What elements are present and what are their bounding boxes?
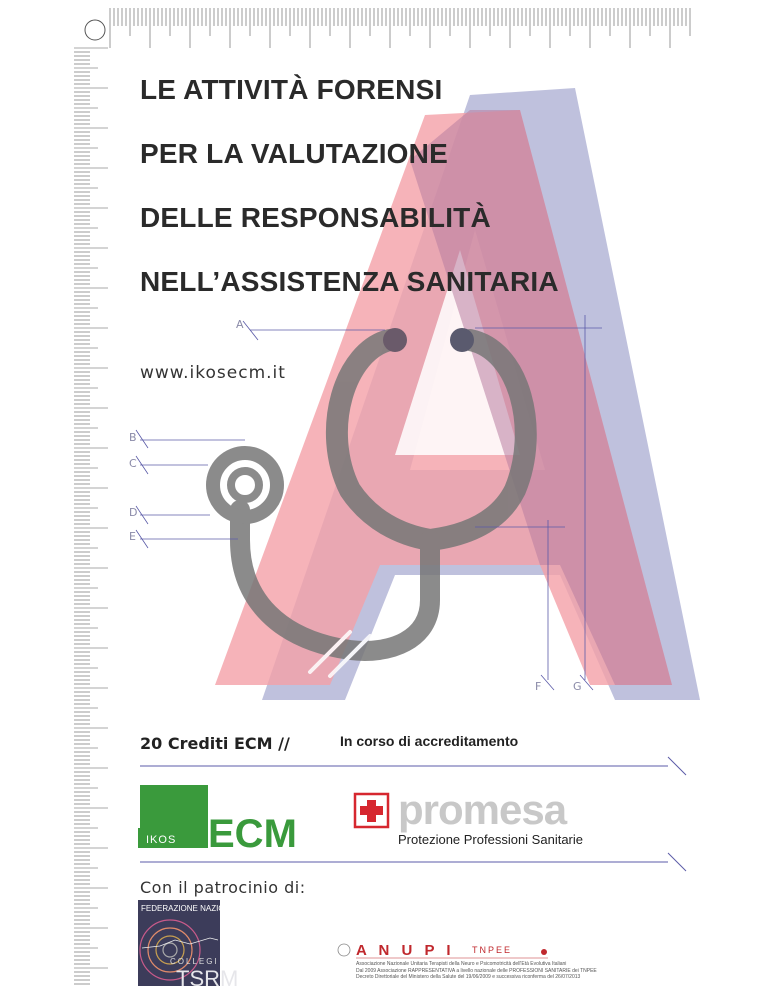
diagram-label-f: F	[535, 680, 542, 693]
promesa-subtitle: Protezione Professioni Sanitarie	[398, 832, 583, 847]
diagram-label-g: G	[573, 680, 582, 693]
anupi-logo-text: A N U P I	[356, 942, 455, 959]
diagram-label-a: A	[236, 318, 244, 331]
ruler-top	[110, 8, 690, 48]
ecm-logo-text: ECM	[208, 812, 297, 856]
anupi-line-3: Decreto Direttoriale del Ministero della Salute del 19/06/2009 e successiva riconferma del 26/07/2013	[356, 974, 581, 980]
ecm-credits: 20 Crediti ECM //	[140, 734, 290, 753]
title-line-3: DELLE RESPONSABILITÀ	[140, 202, 491, 233]
title-line-4: NELL’ASSISTENZA SANITARIA	[140, 266, 559, 297]
earpiece-right-icon	[450, 328, 474, 352]
accreditation-status: In corso di accreditamento	[340, 733, 519, 749]
patronage-label: Con il patrocinio di:	[140, 878, 306, 897]
title-line-1: LE ATTIVITÀ FORENSI	[140, 74, 443, 105]
tsrm-collegi-text: COLLEGI	[170, 957, 219, 966]
anupi-suffix: TNPEE	[472, 945, 513, 955]
title-line-2: PER LA VALUTAZIONE	[140, 138, 448, 169]
anupi-line-2: Dal 2009 Associazione RAPPRESENTATIVA a livello nazionale delle PROFESSIONI SANITARIE dei TNPEE	[356, 968, 597, 974]
diagram-label-b: B	[129, 431, 137, 444]
ikos-logo-text: IKOS	[146, 834, 177, 846]
diagram-label-c: C	[129, 457, 137, 470]
diagram-label-d: D	[129, 506, 138, 519]
earpiece-left-icon	[383, 328, 407, 352]
tsrm-federation-text: FEDERAZIONE NAZIONALE	[141, 904, 246, 913]
promesa-cross-icon	[355, 794, 388, 827]
website-link[interactable]: www.ikosecm.it	[140, 363, 286, 383]
diagram-label-e: E	[129, 530, 136, 543]
promesa-logo-text: promesa	[398, 786, 567, 833]
tsrm-logo-text: TSRM	[176, 966, 239, 991]
ruler-left	[74, 48, 108, 984]
ruler-corner-icon	[85, 20, 105, 40]
anupi-line-1: Associazione Nazionale Unitaria Terapisti della Neuro e Psicomotricità dell'Età Evolutiva Italiani	[356, 961, 567, 967]
